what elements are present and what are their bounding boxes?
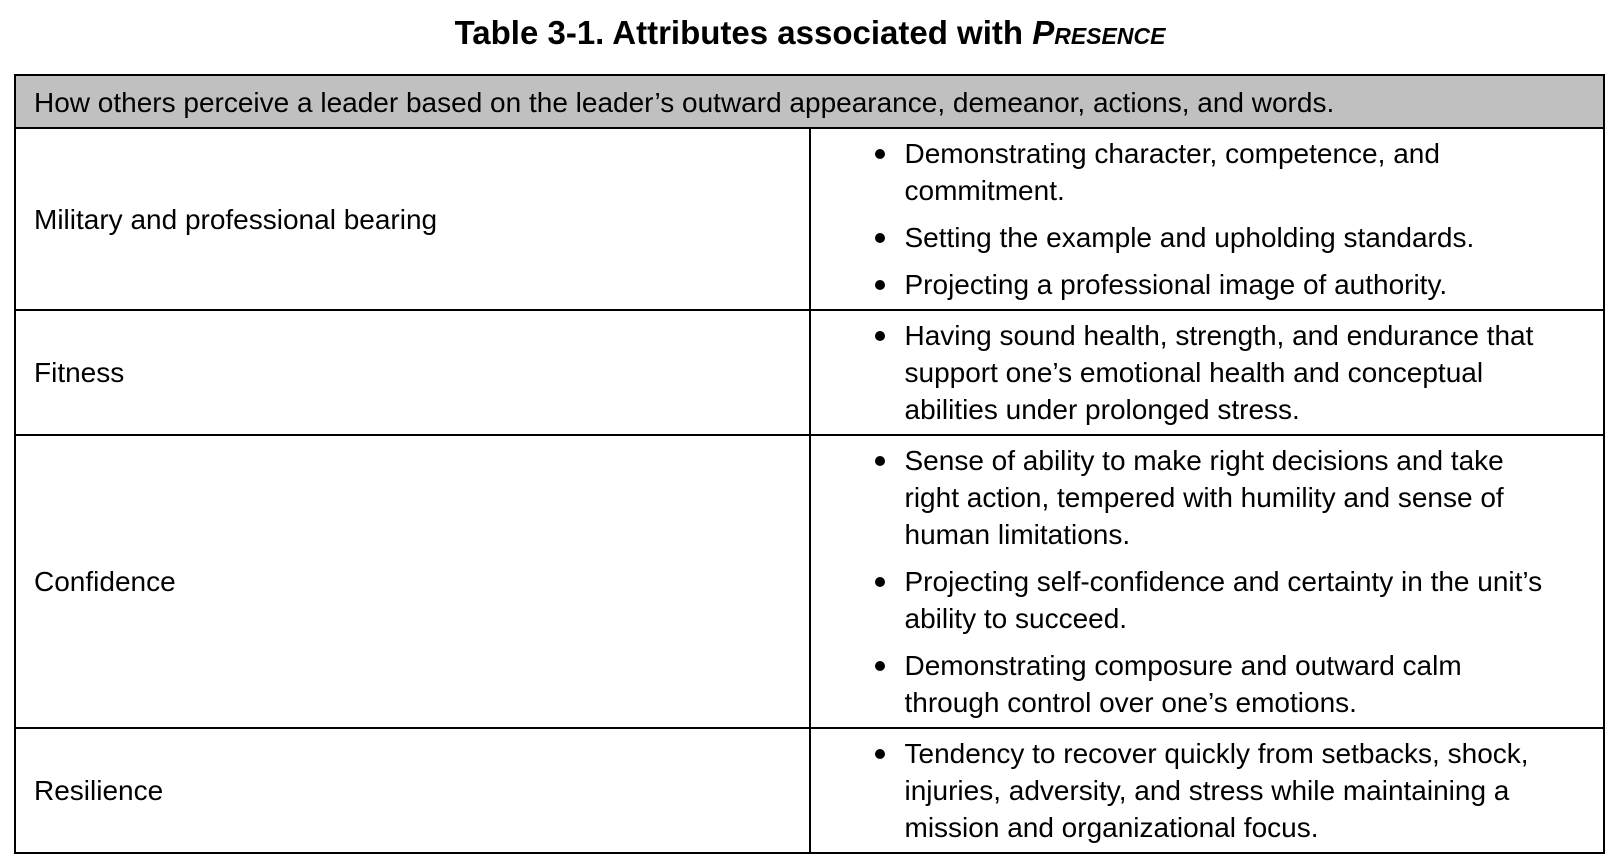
table-row	[15, 728, 1604, 853]
attribute-cell: Confidence	[15, 435, 810, 728]
description-cell	[810, 310, 1605, 435]
attributes-table	[14, 74, 1605, 854]
description-cell	[810, 128, 1605, 310]
bullet-list	[811, 317, 1564, 428]
bullet-item: Setting the example and upholding standards.	[811, 219, 1564, 256]
table-header-row	[15, 75, 1604, 128]
bullet-item: Having sound health, strength, and endurance that support one’s emotional health and conceptual abilities under prolonged stress.	[811, 317, 1564, 428]
table-title-emphasis: Presence	[1032, 14, 1166, 51]
table-row	[15, 310, 1604, 435]
bullet-list	[811, 735, 1564, 846]
bullet-item: Projecting a professional image of authority.	[811, 266, 1564, 303]
bullet-item: Demonstrating composure and outward calm through control over one’s emotions.	[811, 647, 1564, 721]
bullet-item: Sense of ability to make right decisions and take right action, tempered with humility and sense of human limitations.	[811, 442, 1564, 553]
attribute-cell: Military and professional bearing	[15, 128, 810, 310]
table-title	[0, 10, 1620, 56]
attribute-cell: Resilience	[15, 728, 810, 853]
table-row	[15, 128, 1604, 310]
bullet-list	[811, 442, 1564, 721]
bullet-list	[811, 135, 1564, 303]
bullet-item: Tendency to recover quickly from setbacks, shock, injuries, adversity, and stress while maintaining a mission and organizational focus.	[811, 735, 1564, 846]
table-header-cell: How others perceive a leader based on the leader’s outward appearance, demeanor, actions, and words.	[15, 75, 1604, 128]
table-title-text: Table 3-1. Attributes associated with	[454, 14, 1033, 51]
description-cell	[810, 728, 1605, 853]
table-row	[15, 435, 1604, 728]
bullet-item: Projecting self-confidence and certainty in the unit’s ability to succeed.	[811, 563, 1564, 637]
bullet-item: Demonstrating character, competence, and commitment.	[811, 135, 1564, 209]
attribute-cell: Fitness	[15, 310, 810, 435]
description-cell	[810, 435, 1605, 728]
